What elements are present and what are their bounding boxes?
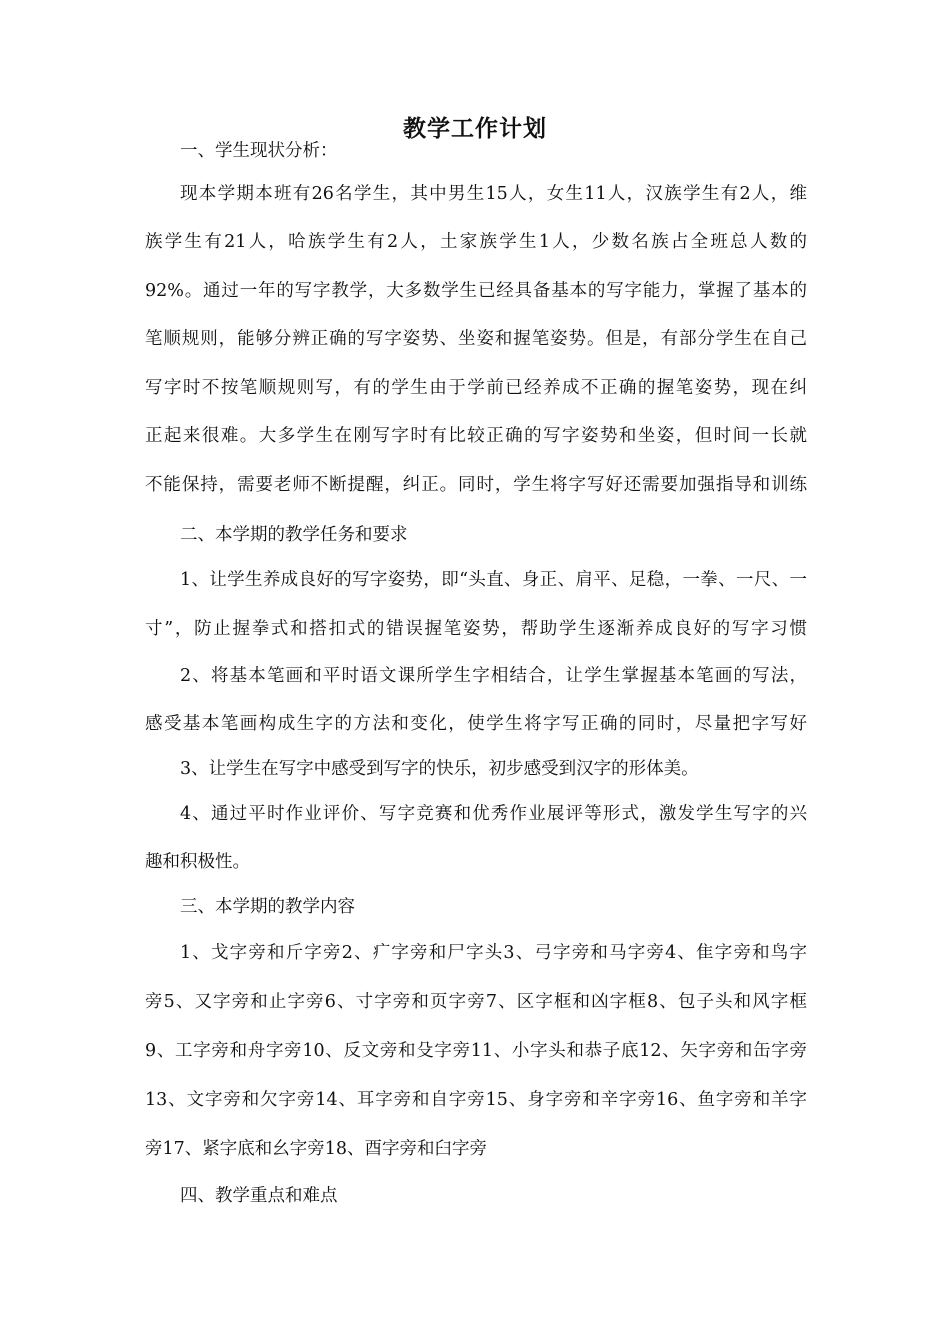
paragraph-line: 13、文字旁和欠字旁14、耳字旁和自字旁15、身字旁和辛字旁16、鱼字旁和羊字 [145,1090,807,1110]
paragraph-line: 4、通过平时作业评价、写字竞赛和优秀作业展评等形式，激发学生写字的兴 [180,804,807,824]
section-heading-1: 一、学生现状分析： [180,141,338,161]
paragraph-line: 9、工字旁和舟字旁10、反文旁和殳字旁11、小字头和恭子底12、矢字旁和缶字旁 [145,1041,807,1061]
paragraph-line: 不能保持，需要老师不断提醒，纠正。同时，学生将字写好还需要加强指导和训练 [145,475,807,495]
paragraph-line: 正起来很难。大多学生在刚写字时有比较正确的写字姿势和坐姿，但时间一长就 [145,426,807,446]
paragraph-line: 族学生有21人，哈族学生有2人，土家族学生1人，少数名族占全班总人数的 [145,232,807,252]
paragraph-line: 2、将基本笔画和平时语文课所学生字相结合，让学生掌握基本笔画的写法， [180,666,807,686]
paragraph-line: 3、让学生在写字中感受到写字的快乐，初步感受到汉字的形体美。 [180,759,699,779]
paragraph-line: 旁17、紧字底和幺字旁18、酉字旁和臼字旁 [145,1139,488,1159]
paragraph-line: 感受基本笔画构成生字的方法和变化，使学生将字写正确的同时，尽量把字写好 [145,714,807,734]
document-title: 教学工作计划 [403,115,547,142]
section-heading-2: 二、本学期的教学任务和要求 [180,525,408,545]
section-heading-4: 四、教学重点和难点 [180,1186,338,1206]
paragraph-line: 旁5、又字旁和止字旁6、寸字旁和页字旁7、区字框和凶字框8、包子头和风字框 [145,992,807,1012]
paragraph-line: 寸”，防止握拳式和搭扣式的错误握笔姿势，帮助学生逐渐养成良好的写字习惯 [145,619,807,639]
paragraph-line: 1、让学生养成良好的写字姿势，即“头直、身正、肩平、足稳，一拳、一尺、一 [180,570,807,590]
paragraph-line: 1、戈字旁和斤字旁2、疒字旁和尸字头3、弓字旁和马字旁4、隹字旁和鸟字 [180,943,807,963]
section-heading-3: 三、本学期的教学内容 [180,897,355,917]
paragraph-line: 笔顺规则，能够分辨正确的写字姿势、坐姿和握笔姿势。但是，有部分学生在自己 [145,329,807,349]
paragraph-line: 现本学期本班有26名学生，其中男生15人，女生11人，汉族学生有2人，维 [180,184,807,204]
paragraph-line: 92%。通过一年的写字教学，大多数学生已经具备基本的写字能力，掌握了基本的 [145,281,807,301]
paragraph-line: 写字时不按笔顺规则写，有的学生由于学前已经养成不正确的握笔姿势，现在纠 [145,378,807,398]
paragraph-line: 趣和积极性。 [145,852,250,872]
